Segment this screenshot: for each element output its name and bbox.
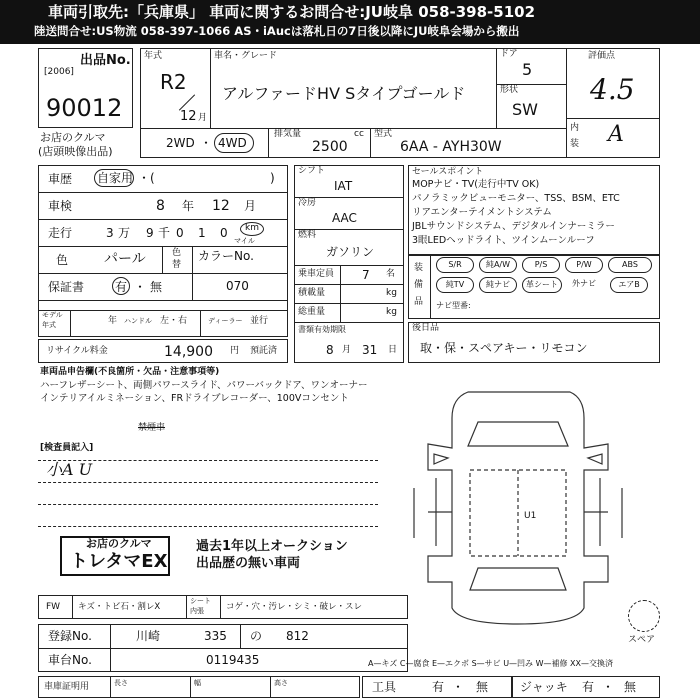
spare-tire-circle [628, 600, 660, 632]
body-type-label: 形状 [500, 85, 519, 95]
year-label: 年式 [144, 51, 163, 61]
drive-2wd: 2WD [166, 136, 195, 150]
history-label: 車歴 [48, 172, 73, 186]
ac-value: AAC [332, 211, 357, 225]
mileage-sen: 9 [146, 226, 154, 240]
inspector-label: [検査員記入] [40, 443, 94, 453]
year-month: 12 [180, 109, 197, 124]
tretama-line2: 出品歴の無い車両 [196, 556, 301, 571]
equip-aw: 純A/W [479, 257, 517, 273]
model-type-value: 6AA - AYH30W [400, 139, 502, 155]
equipment-label1: 装 [414, 263, 424, 273]
equip-ext-navi: 外ナビ [572, 279, 596, 288]
selling-point-1: MOPナビ・TV(走行中TV OK) [412, 179, 540, 190]
fw-label: FW [46, 602, 61, 612]
tretama-shop: お店のクルマ [86, 537, 152, 550]
drive-4wd: 4WD [218, 136, 247, 150]
cert-width: 幅 [194, 679, 201, 687]
selling-point-5: 3眼LEDヘッドライト、ツインムーンルーフ [412, 235, 595, 246]
shift-value: IAT [334, 179, 353, 193]
equip-leather: 革シート [522, 277, 562, 293]
aftermarket-value: 取・保・スペアキー・リモコン [420, 341, 588, 355]
mileage-km: km [245, 223, 259, 233]
selling-points-label: セールスポイント [412, 167, 484, 177]
body-type-value: SW [512, 100, 538, 119]
mileage-man-unit: 万 [118, 226, 131, 240]
tools-no: 無 [476, 680, 489, 694]
door-label: ドア [500, 49, 518, 59]
fw-text: キズ・トビ石・割レX [78, 602, 161, 612]
damage-legend: A—キズ C—腐食 E—エクボ S—サビ U—凹み W—補修 XX—交換済 [368, 659, 614, 668]
parallel-label: 並行 [250, 316, 269, 326]
model-year-l2: 年式 [42, 321, 56, 329]
ac-label: 冷房 [298, 198, 317, 208]
registration-number: 812 [286, 629, 309, 643]
tools-label: 工具 [372, 680, 397, 694]
equip-navi: 純ナビ [479, 277, 517, 293]
color-no-label: カラーNo. [198, 249, 254, 263]
cert-height: 高さ [274, 679, 288, 687]
equipment-label2: 備 [414, 280, 424, 290]
drive-dot: ・ [200, 136, 213, 150]
color-no: 070 [226, 279, 249, 293]
warranty-label: 保証書 [48, 280, 85, 294]
fuel-value: ガソリン [326, 245, 375, 259]
cert-label: 車庫証明用 [44, 682, 90, 692]
handle-label: ハンドル [124, 317, 152, 325]
history-close: ) [270, 171, 275, 185]
equip-pw: P/W [565, 257, 603, 273]
year-era: R2 [160, 70, 187, 94]
jack-label: ジャッキ [520, 680, 568, 694]
navi-model-label: ナビ型番: [436, 301, 471, 310]
interior-value: A [608, 122, 624, 147]
mileage-man: 3 [106, 226, 114, 240]
tretama-brand: トレタマEX [70, 551, 168, 572]
door-value: 5 [522, 60, 533, 79]
displacement-unit: cc [354, 129, 364, 139]
model-year-unit: 年 [108, 316, 118, 326]
interior-label1: 内 [570, 123, 580, 133]
year-month-unit: 月 [198, 113, 208, 123]
warranty-no: 無 [150, 280, 163, 294]
displacement-value: 2500 [312, 139, 348, 155]
header-line1: 車両引取先:「兵庫県」 車両に関するお問合せ:JU岐阜 058-398-5102 [48, 3, 536, 21]
notes-line1: ハーフレザーシート、両側パワースライド、パワーバックドア、ワンオーナー [40, 380, 368, 391]
color-label: 色 [56, 253, 69, 267]
chassis-value: 0119435 [206, 653, 260, 667]
no-smoking: 禁煙車 [138, 423, 166, 433]
expiry-day-unit: 日 [388, 345, 398, 355]
expiry-day: 31 [362, 343, 378, 357]
score-label: 評価点 [588, 51, 616, 61]
cert-length: 長さ [114, 679, 128, 687]
warranty-yes: 有 [115, 280, 128, 294]
selling-point-3: リアエンターテイメントシステム [412, 207, 552, 218]
tretama-line1: 過去1年以上オークション [196, 539, 348, 554]
registration-label: 登録No. [48, 629, 92, 643]
equip-sr: S/R [436, 257, 474, 273]
expiry-label: 書類有効期限 [298, 325, 346, 334]
warranty-dot: ・ [134, 280, 147, 294]
header-line2: 陸送問合せ:US物流 058-397-1066 AS・iAucは落札日の7日後以降にJU岐阜会場から搬出 [34, 24, 520, 38]
shift-label: シフト [298, 166, 326, 176]
model-type-label: 型式 [374, 129, 393, 139]
selling-point-4: JBLサウンドシステム、デジタルインナーミラー [412, 221, 615, 232]
shop-car-line2: (店頭映像出品) [38, 145, 113, 158]
history-value: 自家用 [97, 171, 134, 185]
mileage-d1: 0 [176, 226, 184, 240]
inspection-year: 8 [156, 198, 165, 214]
recycle-deposit: 預託済 [250, 346, 278, 356]
exhibit-number: 90012 [46, 94, 123, 122]
equip-abs: ABS [608, 257, 652, 273]
dealer-label: ディーラー [208, 317, 243, 325]
tools-dot: ・ [452, 680, 465, 694]
seat-text: コゲ・穴・汚レ・シミ・破レ・スレ [226, 602, 363, 612]
mileage-mile: マイル [234, 237, 255, 245]
fuel-label: 燃料 [298, 230, 317, 240]
model-value: アルファードHV Sタイプゴールド [222, 84, 466, 103]
equip-ps: P/S [522, 257, 560, 273]
registration-kana: の [250, 629, 263, 643]
capacity-label: 乗車定員 [298, 269, 335, 279]
history-rest: ・( [138, 171, 155, 185]
color-value: パール [104, 251, 146, 267]
model-year-l1: モデル [42, 311, 63, 319]
jack-dot: ・ [602, 680, 615, 694]
seat-label2: 内張 [190, 607, 204, 615]
displacement-label: 排気量 [274, 129, 302, 139]
recycle-unit: 円 [230, 346, 240, 356]
mileage-label: 走行 [48, 226, 73, 240]
gross-unit: kg [386, 307, 397, 317]
equip-airbag: エアB [610, 277, 648, 293]
inspection-month: 12 [212, 198, 230, 214]
chassis-label: 車台No. [48, 653, 92, 667]
seat-label1: シート [190, 597, 211, 605]
jack-yes: 有 [582, 680, 595, 694]
shop-car-line1: お店のクルマ [40, 131, 106, 144]
score-value: 4.5 [590, 73, 635, 106]
handle-value: 左・右 [160, 316, 188, 326]
equipment-label3: 品 [414, 297, 424, 307]
registration-city: 川崎 [136, 629, 161, 643]
inspection-label: 車検 [48, 199, 73, 213]
color-change-label2: 替 [172, 260, 182, 270]
color-change-label1: 色 [172, 248, 182, 258]
model-label: 車名・グレード [214, 51, 278, 61]
expiry-month-unit: 月 [342, 345, 352, 355]
inspection-year-unit: 年 [182, 199, 195, 213]
vehicle-damage-diagram [408, 378, 630, 630]
diagram-mark: U1 [524, 511, 537, 521]
recycle-value: 14,900 [164, 344, 213, 360]
exhibit-year: [2006] [44, 67, 74, 77]
interior-label2: 装 [570, 139, 580, 149]
expiry-month: 8 [326, 343, 334, 357]
jack-no: 無 [624, 680, 637, 694]
registration-class: 335 [204, 629, 227, 643]
load-unit: kg [386, 288, 397, 298]
inspection-month-unit: 月 [244, 199, 257, 213]
mileage-sen-unit: 千 [158, 226, 171, 240]
notes-line2: インテリアイルミネーション、FRドライブレコーダー、100Vコンセント [40, 393, 349, 404]
notes-label: 車両品申告欄(不良箇所・欠品・注意事項等) [40, 367, 220, 377]
mileage-d2: 1 [198, 226, 206, 240]
inspector-value: 小A U [46, 460, 93, 479]
tools-yes: 有 [432, 680, 445, 694]
load-label: 積載量 [298, 288, 326, 298]
aftermarket-label: 後日品 [412, 323, 440, 333]
selling-point-2: パノラミックビューモニター、TSS、BSM、ETC [412, 193, 620, 204]
gross-label: 総重量 [298, 307, 326, 317]
exhibit-label: 出品No. [80, 53, 131, 68]
capacity-unit: 名 [386, 269, 396, 279]
capacity-value: 7 [362, 268, 370, 282]
mileage-d3: 0 [220, 226, 228, 240]
equip-tv: 純TV [436, 277, 474, 293]
recycle-label: リサイクル料金 [46, 346, 108, 356]
spare-label: スペア [628, 635, 656, 645]
